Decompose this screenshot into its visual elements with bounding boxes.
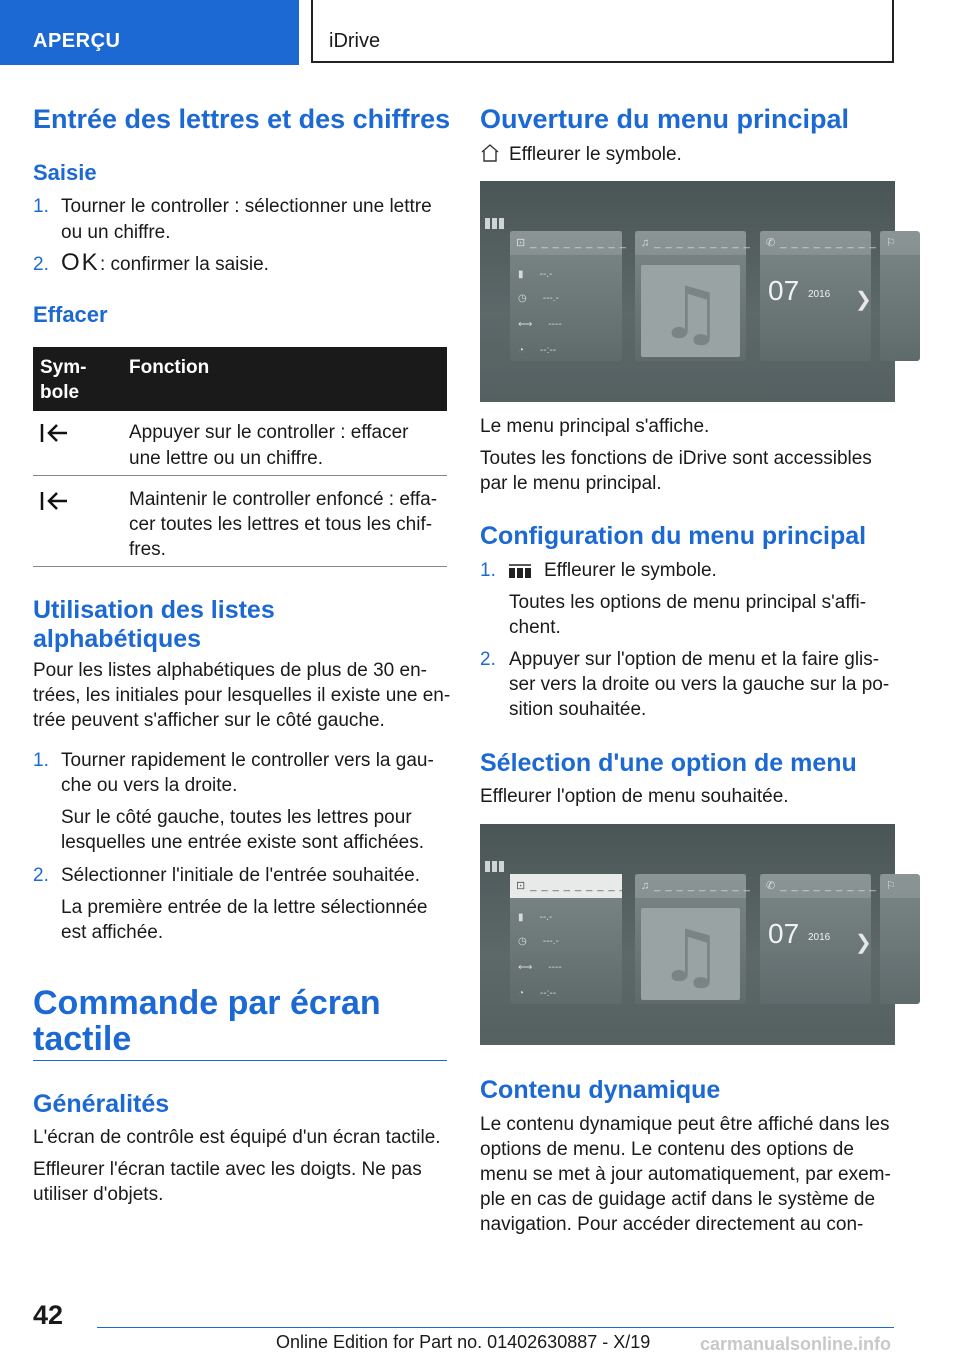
section-rule <box>33 1060 447 1061</box>
heading-lists-2: alphabétiques <box>33 625 202 653</box>
paragraph: trées, les initiales pour lesquelles il existe une en- <box>33 685 451 706</box>
paragraph: utiliser d'objets. <box>33 1184 164 1205</box>
idrive-screenshot-main-menu <box>480 181 895 402</box>
row-value: ⟷ ---- <box>518 319 562 330</box>
table-header <box>33 347 447 411</box>
tile-header: ♫ _ _ _ _ _ _ _ _ _ <box>635 874 746 898</box>
ok-icon: OK <box>61 249 100 276</box>
list-item-text: Effleurer le symbole. <box>544 560 717 581</box>
list-number: 1. <box>480 560 496 581</box>
tile-header: ⚐ <box>880 874 920 898</box>
chapter-tab <box>311 0 894 63</box>
chapter-label: iDrive <box>329 30 381 52</box>
row-value: ▮ --.- <box>518 912 553 923</box>
heading-select: Sélection d'une option de menu <box>480 749 857 777</box>
heading-open-menu: Ouverture du menu principal <box>480 104 850 134</box>
menu-tile-media <box>510 874 627 1004</box>
row-value: ◷ ---.- <box>518 936 559 947</box>
watermark: carmanualsonline.info <box>700 1334 892 1354</box>
paragraph: ple en cas de guidage actif dans le système de <box>480 1189 876 1210</box>
heading-touch-2: tactile <box>33 1020 132 1058</box>
menu-tile-phone <box>760 874 877 1004</box>
delete-left-icon <box>40 422 70 444</box>
paragraph: Pour les listes alphabétiques de plus de 30 en- <box>33 660 427 681</box>
list-item-text: chent. <box>509 617 561 638</box>
table-cell: Maintenir le controller enfoncé : effa- <box>129 489 438 510</box>
table-divider <box>33 475 447 476</box>
paragraph: trée peuvent s'afficher sur le côté gauche. <box>33 710 385 731</box>
list-item-text: Appuyer sur l'option de menu et la faire glis- <box>509 649 880 670</box>
chevron-right-icon: ❯ <box>855 289 872 311</box>
chevron-right-icon: ❯ <box>855 932 872 954</box>
row-value: ◷ ---.- <box>518 293 559 304</box>
paragraph: Le contenu dynamique peut être affiché dans les <box>480 1114 890 1135</box>
idrive-screenshot-select <box>480 824 895 1045</box>
heading-general: Généralités <box>33 1090 170 1118</box>
date-day: 07 <box>768 918 800 949</box>
heading-saisie: Saisie <box>33 160 97 185</box>
row-value: ▮ --.- <box>518 269 553 280</box>
table-cell: une lettre ou un chiffre. <box>129 448 323 469</box>
menu-config-icon <box>508 563 534 579</box>
tile-header: ⊡ _ _ _ _ _ _ _ _ _ <box>510 231 622 255</box>
list-item-text: Tourner rapidement le controller vers la gau- <box>61 750 434 771</box>
list-number: 2. <box>480 649 496 670</box>
menu-tile-partial <box>880 231 920 361</box>
paragraph: Effleurer l'écran tactile avec les doigts. Ne pas <box>33 1159 422 1180</box>
tile-header: ✆ _ _ _ _ _ _ _ _ _ <box>760 231 871 255</box>
table-col-symbol-l2: bole <box>40 382 80 403</box>
home-icon <box>480 143 500 163</box>
heading-entry: Entrée des lettres et des chiffres <box>33 104 451 134</box>
section-tab <box>0 0 299 65</box>
music-note-icon: ♫ <box>641 265 740 357</box>
list-number: 1. <box>33 750 49 771</box>
heading-lists: Utilisation des listes <box>33 596 275 624</box>
row-value: ◔ --:-- <box>518 345 557 356</box>
menu-tile-partial <box>880 874 920 1004</box>
table-col-symbol-l1: Sym- <box>40 357 87 378</box>
paragraph: L'écran de contrôle est équipé d'un écran tactile. <box>33 1127 441 1148</box>
table-cell: cer toutes les lettres et tous les chif- <box>129 514 433 535</box>
list-number: 2. <box>33 254 49 275</box>
tile-header-selected: ⊡ _ _ _ _ _ _ _ _ _ <box>510 874 622 898</box>
heading-dynamic: Contenu dynamique <box>480 1076 721 1104</box>
footer-rule <box>97 1327 894 1328</box>
section-label: APERÇU <box>33 30 121 52</box>
menu-config-icon <box>484 859 508 877</box>
tile-header: ✆ _ _ _ _ _ _ _ _ _ <box>760 874 871 898</box>
heading-config: Configuration du menu principal <box>480 522 867 550</box>
paragraph: options de menu. Le contenu des options de <box>480 1139 854 1160</box>
tile-header: ♫ _ _ _ _ _ _ _ _ _ <box>635 231 746 255</box>
menu-tile-media <box>510 231 627 361</box>
paragraph: par le menu principal. <box>480 473 662 494</box>
list-item-text: Sélectionner l'initiale de l'entrée souhaitée. <box>61 865 420 886</box>
footer-edition: Online Edition for Part no. 01402630887 - X/19 <box>276 1332 651 1352</box>
list-number: 2. <box>33 865 49 886</box>
paragraph: Le menu principal s'affiche. <box>480 416 710 437</box>
menu-tile-music <box>635 231 751 361</box>
heading-touch: Commande par écran <box>33 984 381 1022</box>
list-item-text: : confirmer la saisie. <box>100 254 269 275</box>
date-year: 2016 <box>808 289 831 300</box>
music-note-icon: ♫ <box>641 908 740 1000</box>
row-value: ⟷ ---- <box>518 962 562 973</box>
list-item-text: ou un chiffre. <box>61 222 171 243</box>
list-item-text: lesquelles une entrée existe sont affichées. <box>61 832 424 853</box>
paragraph: navigation. Pour accéder directement au con- <box>480 1214 864 1235</box>
list-item-text: La première entrée de la lettre sélectionnée <box>61 897 428 918</box>
paragraph: Effleurer l'option de menu souhaitée. <box>480 786 789 807</box>
table-col-function: Fonction <box>129 357 210 378</box>
delete-left-icon <box>40 490 70 512</box>
list-item-text: Tourner le controller : sélectionner une lettre <box>61 196 432 217</box>
list-item-text: Toutes les options de menu principal s'affi- <box>509 592 867 613</box>
list-item-text: sition souhaitée. <box>509 699 647 720</box>
step-text: Effleurer le symbole. <box>509 144 682 165</box>
row-value: ◔ --:-- <box>518 988 557 999</box>
list-number: 1. <box>33 196 49 217</box>
table-cell: Appuyer sur le controller : effacer <box>129 422 409 443</box>
list-item-text: Sur le côté gauche, toutes les lettres pour <box>61 807 412 828</box>
heading-effacer: Effacer <box>33 302 108 327</box>
menu-config-icon <box>484 216 508 234</box>
menu-tile-phone <box>760 231 877 361</box>
menu-tile-music <box>635 874 751 1004</box>
date-year: 2016 <box>808 932 831 943</box>
table-divider <box>33 566 447 567</box>
list-item-text: est affichée. <box>61 922 164 943</box>
date-day: 07 <box>768 275 800 306</box>
table-cell: fres. <box>129 539 166 560</box>
paragraph: menu se met à jour automatiquement, par exem- <box>480 1164 891 1185</box>
paragraph: Toutes les fonctions de iDrive sont accessibles <box>480 448 872 469</box>
list-item-text: che ou vers la droite. <box>61 775 238 796</box>
page-number: 42 <box>33 1300 64 1330</box>
tile-header: ⚐ <box>880 231 920 255</box>
list-item-text: ser vers la droite ou vers la gauche sur la po- <box>509 674 890 695</box>
